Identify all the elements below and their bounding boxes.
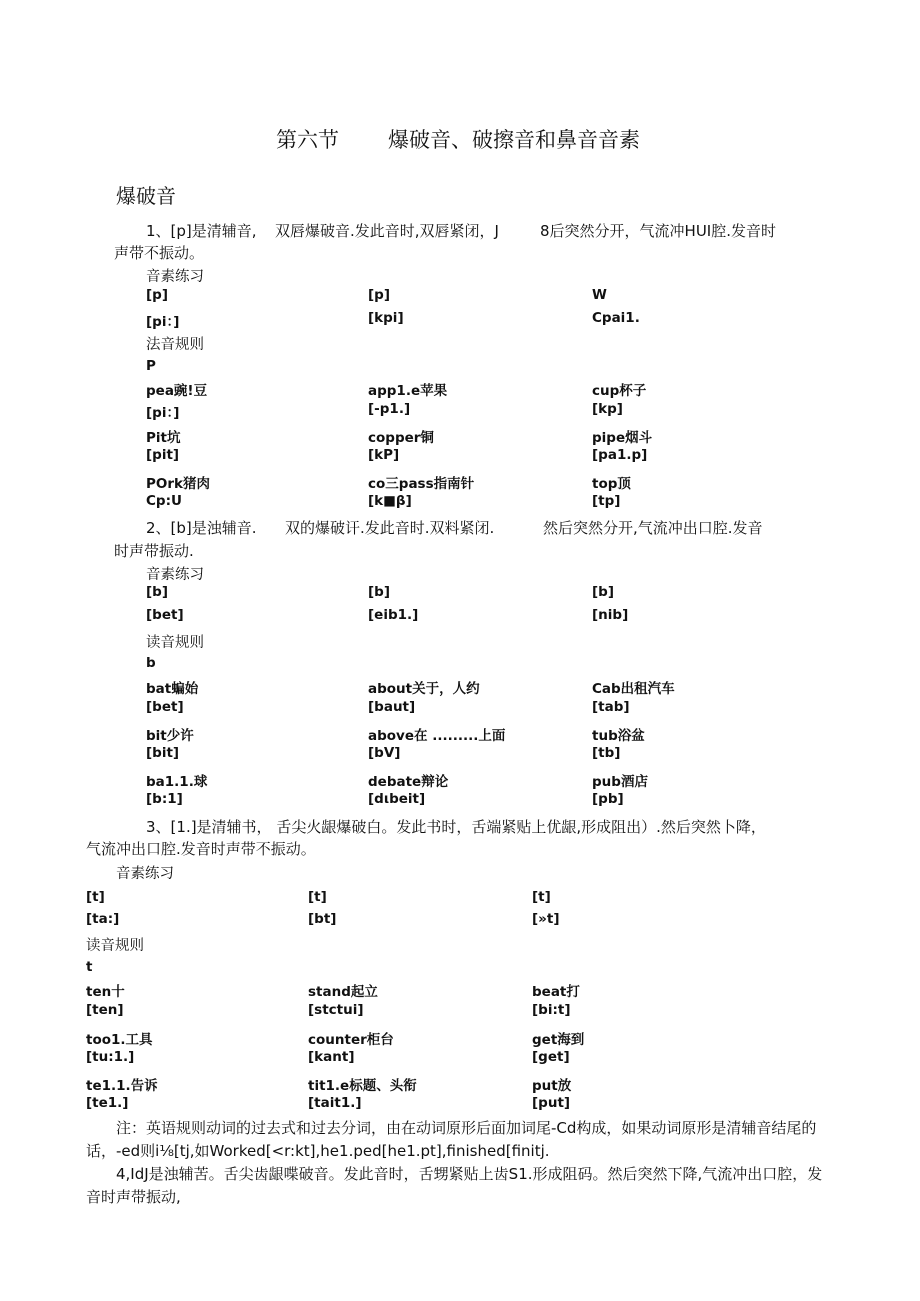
phonetic: [bi:t]	[532, 1002, 571, 1018]
practice-cell: [nib]	[592, 607, 629, 623]
paragraph-2-part-c: 然后突然分开,气流冲出口腔.发音	[543, 519, 763, 537]
phonetic: [ten]	[86, 1002, 124, 1018]
practice-cell: [»t]	[532, 911, 560, 927]
practice-cell: [b]	[368, 584, 391, 600]
practice-cell: W	[592, 287, 607, 303]
paragraph-1-part-b: 双唇爆破音.发此音时,双唇紧闭，J	[275, 222, 499, 240]
paragraph-4-line-2: 音时声带振动,	[86, 1188, 181, 1206]
paragraph-2-part-a: 2、[b]是浊辅音.	[146, 519, 257, 537]
word: put放	[532, 1078, 572, 1094]
word: pea豌!豆	[146, 383, 208, 399]
phonetic: [tait1.]	[308, 1095, 362, 1111]
practice-cell: [p]	[146, 287, 169, 303]
rule-letter: t	[86, 959, 93, 975]
phonetic: [pa1.p]	[592, 447, 648, 463]
phonetic: [kp]	[592, 401, 623, 417]
phonetic: [te1.]	[86, 1095, 129, 1111]
practice-cell: [p]	[368, 287, 391, 303]
practice-cell: [b]	[592, 584, 615, 600]
practice-label: 音素练习	[116, 866, 174, 882]
practice-cell: [bet]	[146, 607, 184, 623]
paragraph-3-line-2: 气流冲出口腔.发音时声带不振动。	[86, 840, 316, 858]
practice-label: 音素练习	[146, 567, 204, 583]
phonetic: Cp:U	[146, 493, 182, 509]
rule-label: 读音规则	[86, 938, 144, 954]
practice-cell: [t]	[532, 889, 551, 905]
practice-label: 音素练习	[146, 269, 204, 285]
word: copper铜	[368, 430, 434, 446]
practice-cell: [t]	[86, 889, 105, 905]
practice-cell: [bt]	[308, 911, 337, 927]
word: pipe烟斗	[592, 430, 653, 446]
phonetic: [b:1]	[146, 791, 183, 807]
section-heading: 爆破音	[116, 184, 176, 208]
phonetic: [pit]	[146, 447, 180, 463]
practice-cell: [t]	[308, 889, 327, 905]
paragraph-4-line-1: 4,IdJ是浊辅苦。舌尖齿龈喋破音。发此音时，舌甥紧贴上齿S1.形成阻码。然后突然下降,气流冲出口腔，发	[116, 1165, 823, 1183]
phonetic: [bet]	[146, 699, 184, 715]
rule-letter: P	[146, 358, 156, 374]
phonetic: [pi：]	[146, 405, 180, 421]
word: te1.1.告诉	[86, 1078, 158, 1094]
word: bat蝙始	[146, 681, 199, 697]
paragraph-1-part-c: 8后突然分开，气流冲HUI腔.发音时	[540, 222, 776, 240]
phonetic: [pb]	[592, 791, 624, 807]
phonetic: [tab]	[592, 699, 630, 715]
word: debate辩论	[368, 774, 449, 790]
word: above在 .........上面	[368, 728, 506, 744]
phonetic: [tb]	[592, 745, 621, 761]
phonetic: [kP]	[368, 447, 400, 463]
phonetic: [baut]	[368, 699, 416, 715]
rule-label: 读音规则	[146, 635, 204, 651]
phonetic: [k■β]	[368, 493, 412, 509]
word: app1.e苹果	[368, 383, 448, 399]
word: get海到	[532, 1032, 585, 1048]
word: beat打	[532, 984, 580, 1000]
word: bit少许	[146, 728, 194, 744]
practice-cell: [kpi]	[368, 310, 404, 326]
word: ten十	[86, 984, 125, 1000]
word: co三pass指南针	[368, 476, 475, 492]
phonetic: [tp]	[592, 493, 621, 509]
word: cup杯子	[592, 383, 647, 399]
word: about关于，人约	[368, 681, 480, 697]
word: tit1.e标题、头衔	[308, 1078, 417, 1094]
paragraph-1-part-a: 1、[p]是清辅音,	[146, 222, 257, 240]
word: ba1.1.球	[146, 774, 208, 790]
word: Cab出租汽车	[592, 681, 675, 697]
section-number: 第六节	[276, 128, 339, 152]
word: too1.工具	[86, 1032, 153, 1048]
phonetic: [dιbeit]	[368, 791, 426, 807]
phonetic: [stctui]	[308, 1002, 364, 1018]
paragraph-2-line-2: 时声带振动.	[114, 542, 194, 560]
word: Pit坑	[146, 430, 181, 446]
paragraph-1-line-2: 声带不振动。	[114, 244, 205, 262]
practice-cell: [pi：]	[146, 314, 180, 330]
word: top顶	[592, 476, 631, 492]
phonetic: [get]	[532, 1049, 570, 1065]
rule-label: 法音规则	[146, 337, 204, 353]
practice-cell: Cpai1.	[592, 310, 640, 326]
phonetic: [-p1.]	[368, 401, 411, 417]
practice-cell: [b]	[146, 584, 169, 600]
phonetic: [bV]	[368, 745, 401, 761]
paragraph-2-part-b: 双的爆破讦.发此音时.双料紧闭.	[285, 519, 495, 537]
word: POrk猪肉	[146, 476, 211, 492]
paragraph-3-line-1: 3、[1.]是清辅书， 舌尖火龈爆破白。发此书时，舌端紧贴上优龈,形成阻出）.然后突然卜降，	[146, 818, 766, 836]
word: counter柜台	[308, 1032, 394, 1048]
word: tub浴盆	[592, 728, 645, 744]
phonetic: [put]	[532, 1095, 571, 1111]
practice-cell: [ta:]	[86, 911, 120, 927]
word: pub酒店	[592, 774, 648, 790]
note-line-1: 注：英语规则动词的过去式和过去分词，由在动词原形后面加词尾-Cd构成，如果动词原形是清辅音结尾的	[116, 1119, 817, 1137]
rule-letter: b	[146, 655, 156, 671]
phonetic: [tu:1.]	[86, 1049, 135, 1065]
note-line-2: 话，-ed则i⅛[tj,如Worked[<r:kt],he1.ped[he1.pt],finished[finitj.	[86, 1142, 550, 1160]
phonetic: [bit]	[146, 745, 180, 761]
page-title: 爆破音、破擦音和鼻音音素	[388, 128, 640, 152]
word: stand起立	[308, 984, 378, 1000]
phonetic: [kant]	[308, 1049, 355, 1065]
practice-cell: [eib1.]	[368, 607, 419, 623]
